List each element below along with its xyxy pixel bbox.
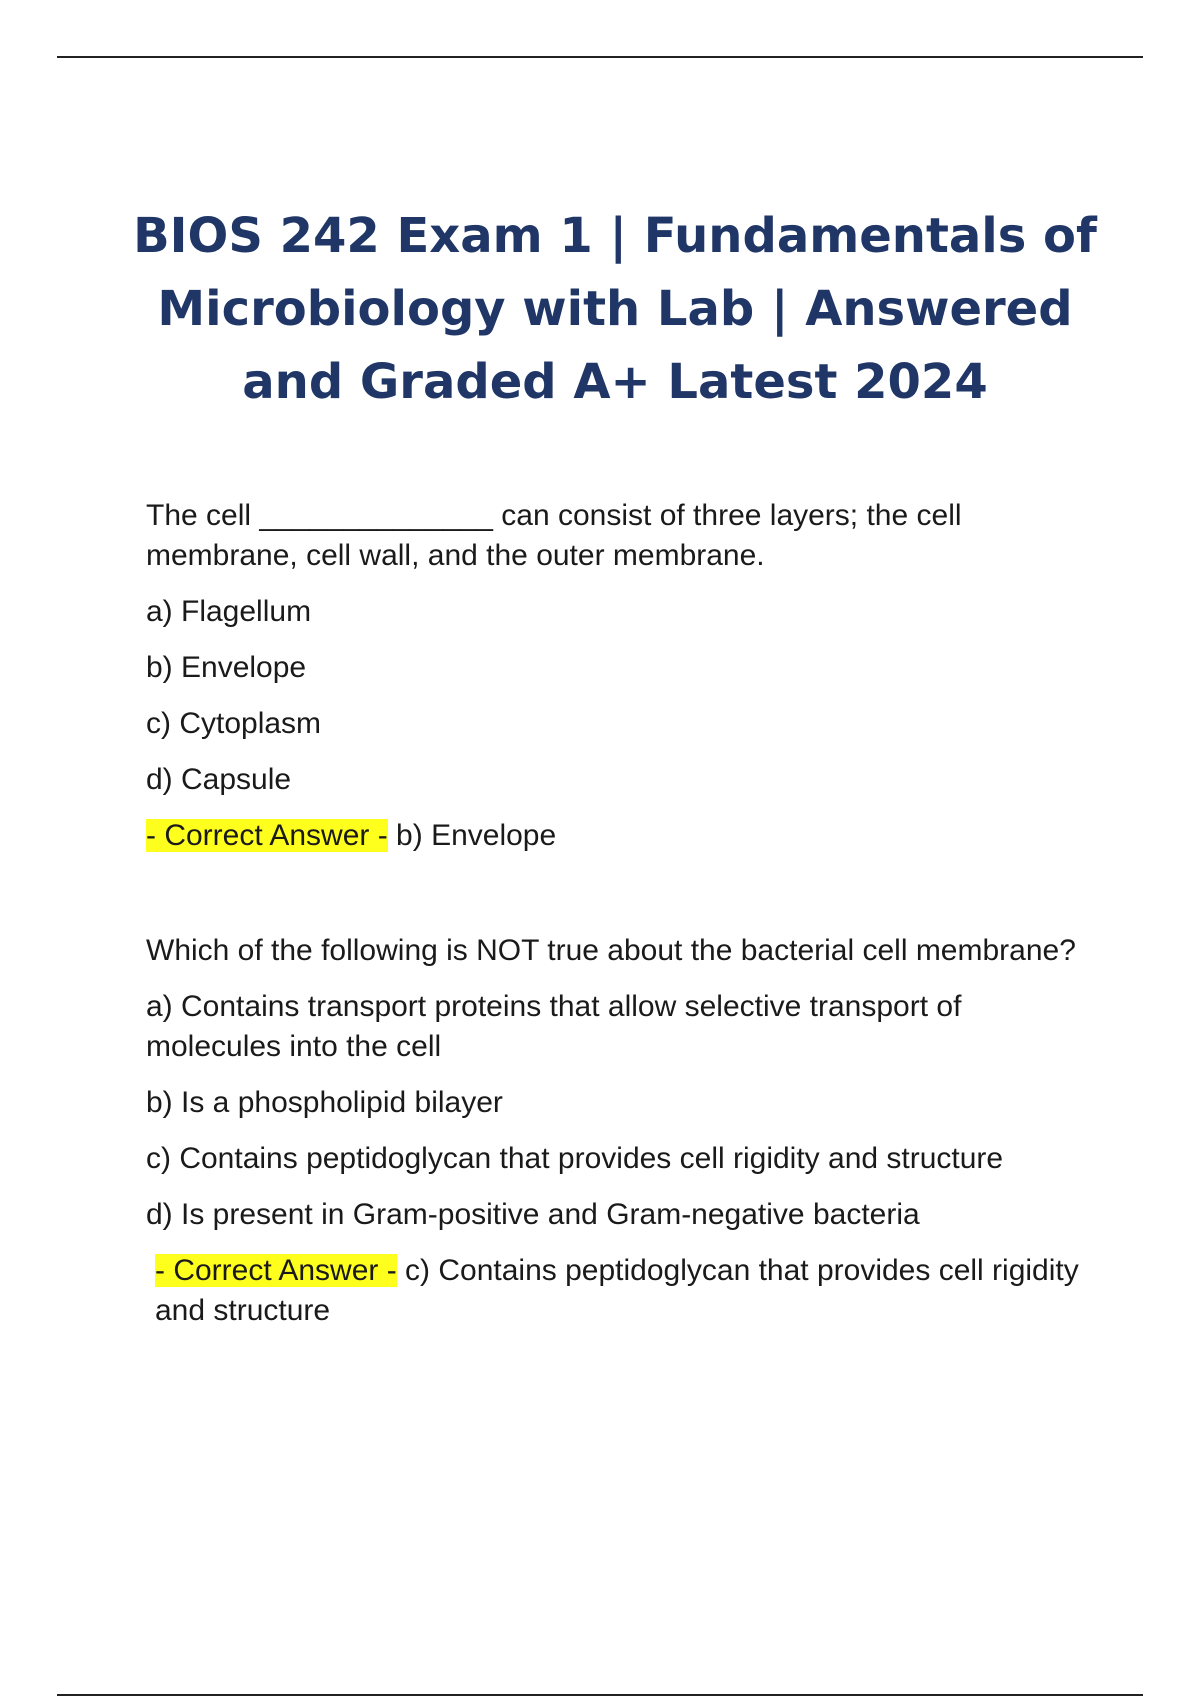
correct-answer-text: c) Contains peptidoglycan that provides cell rigidity and structure: [155, 1254, 1079, 1327]
option-d: d) Capsule: [146, 763, 292, 796]
correct-answer: [146, 1251, 1086, 1331]
bottom-divider: [57, 1694, 1143, 1696]
question-prompt: Which of the following is NOT true about the bacterial cell membrane?: [146, 934, 1076, 967]
option-c: c) Cytoplasm: [146, 707, 322, 740]
option-d: d) Is present in Gram-positive and Gram-negative bacteria: [146, 1198, 920, 1231]
question-block-1: [146, 496, 1086, 856]
correct-answer: [146, 816, 1086, 856]
question-block-2: [146, 931, 1086, 1331]
option-b: b) Is a phospholipid bilayer: [146, 1086, 503, 1119]
option-a: a) Contains transport proteins that allow selective transport of molecules into the cell: [146, 990, 962, 1063]
top-divider: [57, 56, 1143, 58]
question-prompt: The cell ______________ can consist of three layers; the cell membrane, cell wall, and the outer membrane.: [146, 499, 962, 572]
correct-answer-label: - Correct Answer -: [155, 1254, 397, 1287]
option-b: b) Envelope: [146, 651, 307, 684]
correct-answer-label: - Correct Answer -: [146, 819, 388, 852]
option-c: c) Contains peptidoglycan that provides cell rigidity and structure: [146, 1142, 1004, 1175]
correct-answer-text: b) Envelope: [387, 819, 557, 852]
option-a: a) Flagellum: [146, 595, 312, 628]
document-title: BIOS 242 Exam 1 | Fundamentals of Microbiology with Lab | Answered and Graded A+ Latest 2024: [133, 208, 1097, 410]
